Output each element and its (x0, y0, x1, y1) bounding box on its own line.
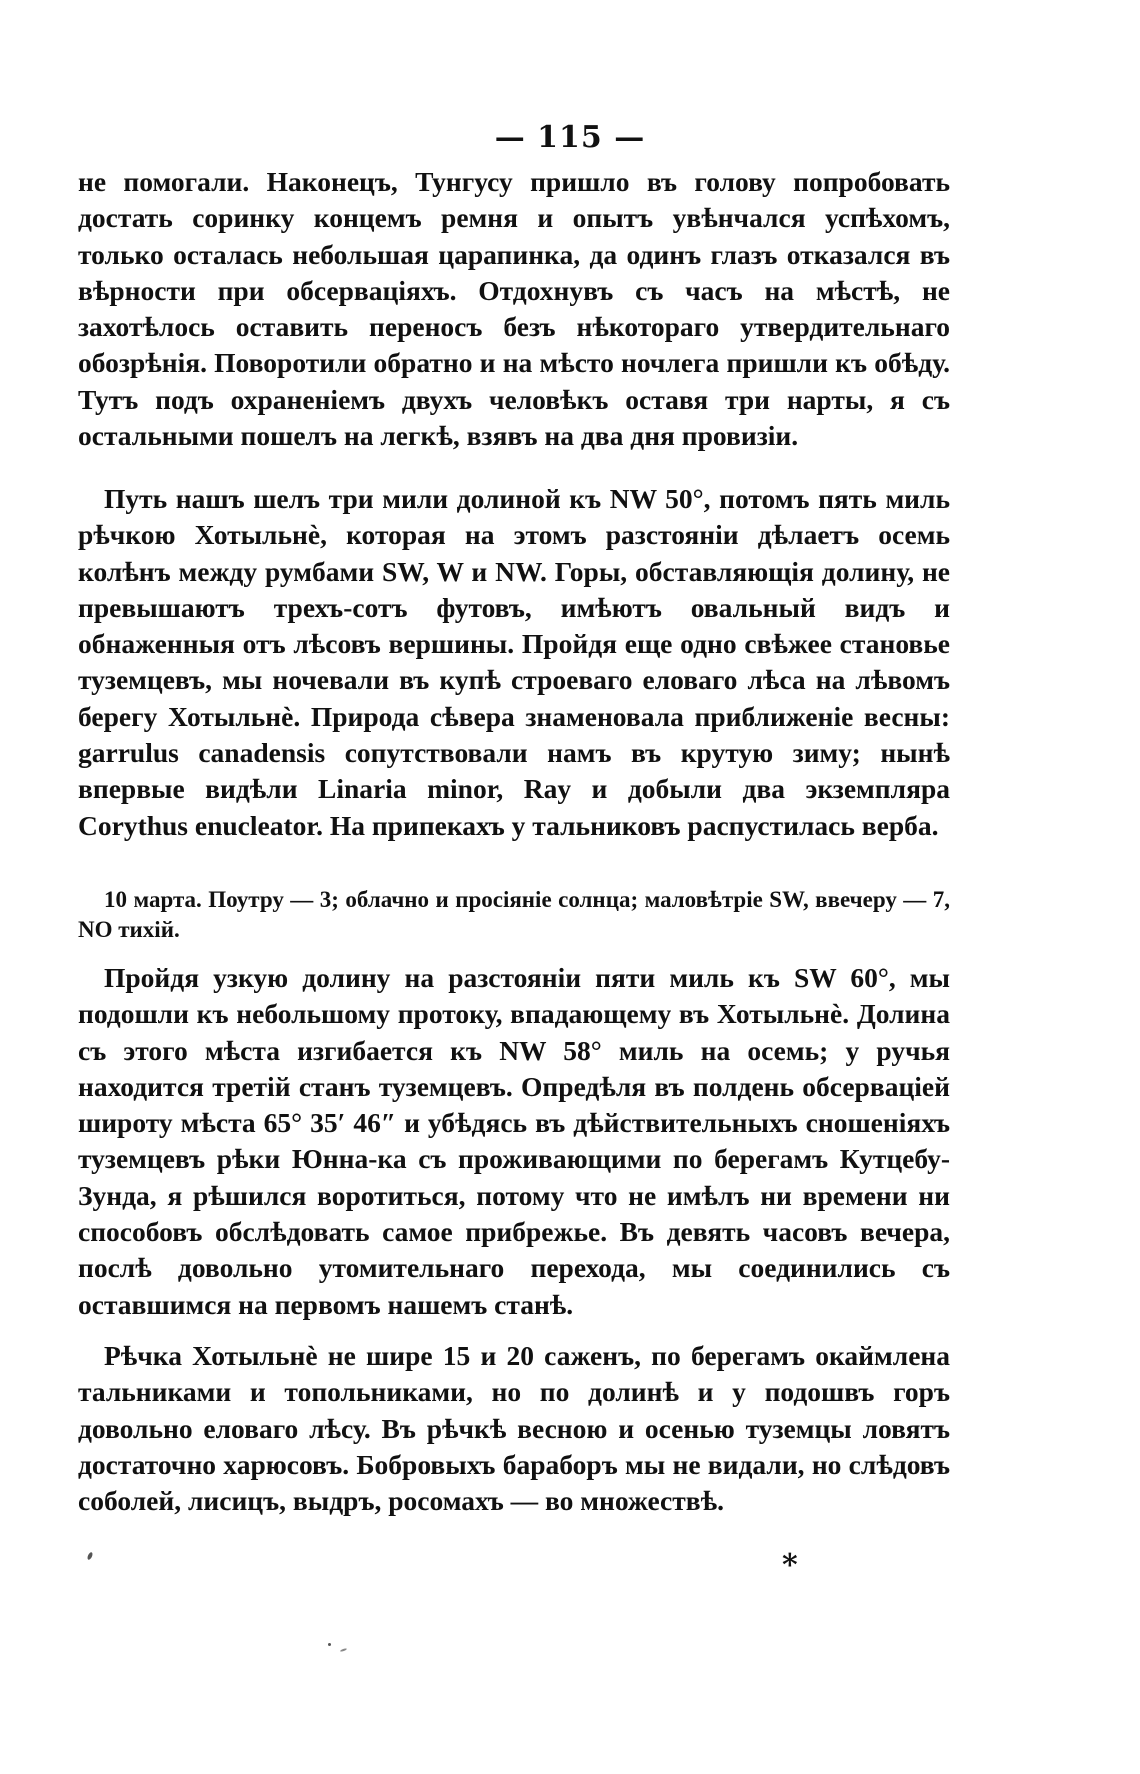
paragraph-valley (78, 960, 950, 1323)
paragraph-route (78, 481, 950, 844)
paragraph-text: Пройдя узкую долину на разстояніи пяти миль къ SW 60°, мы подошли къ небольшому протоку, впадающему въ Хотыльнѐ. Долина съ этого мѣста изгибается къ NW 58° миль на осемь; у ручья находится третій станъ туземцевъ. Опредѣля въ полдень обсерваціей широту мѣста 65° 35′ 46″ и убѣдясь въ дѣйствительныхъ сношеніяхъ туземцевъ рѣки Юнна-ка съ проживающими по берегамъ Кутцебу-Зунда, я рѣшился воротиться, потому что не имѣлъ ни времени ни способовъ обслѣдовать самое прибрежье. Въ девять часовъ вечера, послѣ довольно утомительнаго перехода, мы соединились съ оставшимся на первомъ нашемъ станѣ. (78, 962, 950, 1320)
print-speck (86, 1552, 93, 1561)
print-speck (328, 1643, 331, 1646)
paragraph-text: не помогали. Наконецъ, Тунгусу пришло въ голову попробовать достать соринку концемъ ремня и опытъ увѣнчался успѣхомъ, только осталась небольшая царапинка, да одинъ глазъ отказался въ вѣрности при обсерваціяхъ. Отдохнувъ съ часъ на мѣстѣ, не захотѣлось оставить переносъ безъ нѣкотораго утвердительнаго обозрѣнія. Поворотили обратно и на мѣсто ночлега пришли къ обѣду. Тутъ подъ охраненіемъ двухъ человѣкъ оставя три нарты, я съ остальными пошелъ на легкѣ, взявъ на два дня провизіи. (78, 166, 950, 452)
footer-asterisk: * (782, 1548, 798, 1583)
paragraph-text: Путь нашъ шелъ три мили долиной къ NW 50°, потомъ пять миль рѣчкою Хотыльнѐ, которая на этомъ разстояніи дѣлаетъ осемь колѣнъ между румбами SW, W и NW. Горы, обставляющія долину, не превышаютъ трехъ-сотъ футовъ, имѣютъ овальный видъ и обнаженныя отъ лѣсовъ вершины. Пройдя еще одно свѣжее становье туземцевъ, мы ночевали въ купѣ строеваго еловаго лѣса на лѣвомъ берегу Хотыльнѐ. Природа сѣвера знаменовала приближеніе весны: garrulus canadensis сопутствовали намъ въ крутую зиму; нынѣ впервые видѣли Linaria minor, Ray и добыли два экземпляра Corythus enucleator. На припекахъ у тальниковъ распустилась верба. (78, 483, 950, 841)
paragraph-continued (78, 164, 950, 454)
print-speck (340, 1648, 347, 1652)
weather-date-note: 10 марта. Поутру — 3; облачно и просіяніе солнца; маловѣтріе SW, ввечеру — 7, NO тихій. (78, 887, 950, 942)
paragraph-text: Рѣчка Хотыльнѐ не шире 15 и 20 саженъ, по берегамъ окаймлена тальниками и топольниками, но по долинѣ и у подошвъ горъ довольно еловаго лѣсу. Въ рѣчкѣ весною и осенью туземцы ловятъ достаточно харюсовъ. Бобровыхъ бараборъ мы не видали, но слѣдовъ соболей, лисицъ, выдръ, росомахъ — во множествѣ. (78, 1340, 950, 1517)
page-number: — 115 — (494, 120, 646, 155)
paragraph-river (78, 1338, 950, 1519)
